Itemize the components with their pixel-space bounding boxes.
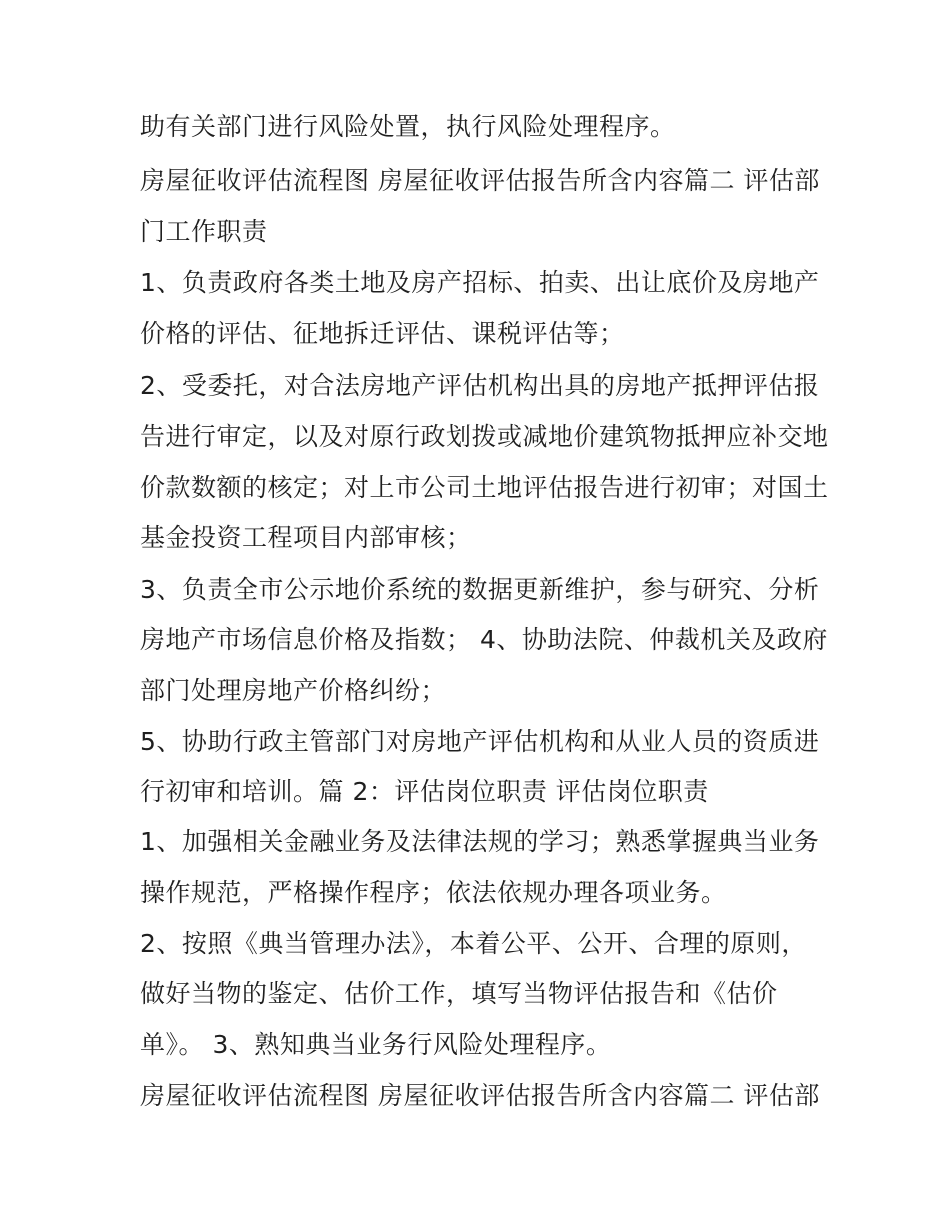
text-line: 基金投资工程项目内部审核；	[140, 523, 472, 552]
text-line: 房屋征收评估流程图 房屋征收评估报告所含内容篇二 评估部	[140, 166, 820, 195]
text-line: 2、按照《典当管理办法》，本着公平、公开、合理的原则，	[140, 929, 807, 958]
text-line: 房屋征收评估流程图 房屋征收评估报告所含内容篇二 评估部	[140, 1081, 820, 1110]
text-line: 门工作职责	[140, 217, 268, 246]
text-line: 2、受委托，对合法房地产评估机构出具的房地产抵押评估报	[140, 371, 820, 400]
text-line: 行初审和培训。篇 2：评估岗位职责 评估岗位职责	[140, 777, 709, 806]
text-line: 1、加强相关金融业务及法律法规的学习；熟悉掌握典当业务	[140, 827, 820, 856]
text-line: 房地产市场信息价格及指数； 4、协助法院、仲裁机关及政府	[140, 625, 828, 654]
text-line: 做好当物的鉴定、估价工作，填写当物评估报告和《估价	[140, 979, 778, 1008]
text-line: 操作规范，严格操作程序；依法依规办理各项业务。	[140, 878, 727, 907]
text-line: 1、负责政府各类土地及房产招标、拍卖、出让底价及房地产	[140, 268, 820, 297]
text-line: 助有关部门进行风险处置，执行风险处理程序。	[140, 112, 676, 141]
text-line: 价款数额的核定；对上市公司土地评估报告进行初审；对国土	[140, 473, 829, 502]
text-line: 5、协助行政主管部门对房地产评估机构和从业人员的资质进	[140, 727, 820, 756]
text-line: 单》。 3、熟知典当业务行风险处理程序。	[140, 1030, 612, 1059]
text-line: 告进行审定，以及对原行政划拨或减地价建筑物抵押应补交地	[140, 422, 829, 451]
text-line: 3、负责全市公示地价系统的数据更新维护，参与研究、分析	[140, 575, 820, 604]
text-line: 价格的评估、征地拆迁评估、课税评估等；	[140, 319, 625, 348]
text-line: 部门处理房地产价格纠纷；	[140, 676, 447, 705]
